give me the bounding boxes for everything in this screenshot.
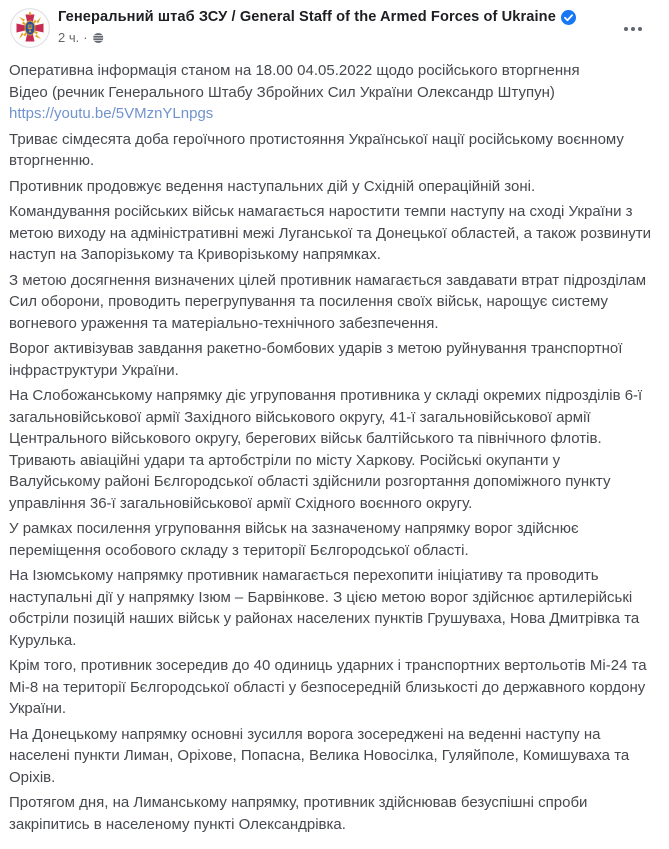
page-name-link[interactable]: Генеральний штаб ЗСУ / General Staff of the Armed Forces of Ukraine	[58, 9, 556, 25]
page-avatar[interactable]	[10, 8, 50, 48]
post-paragraph: У рамках посилення угруповання військ на зазначеному напрямку ворог здійснює переміщення особового складу з території Бєлгородської області.	[9, 520, 579, 559]
verified-badge-icon	[561, 10, 576, 25]
post-paragraph: На Ізюмському напрямку противник намагається перехопити ініціативу та проводить наступальні дії у напрямку Ізюм – Барвінкове. З цією метою ворог здійснює артилерійські обстріли позицій наших військ у районах населених пунктів Грушуваха, Нова Дмитрівка та Курулька.	[9, 567, 640, 649]
post-timestamp[interactable]: 2 ч.	[58, 30, 80, 45]
post-paragraph: Командування російських військ намагається наростити темпи наступу на сході України з метою виходу на адміністративні межі Луганської та Донецької областей, а також розвинути наступ на Запорізькому та Криворізькому напрямках.	[9, 203, 651, 263]
globe-icon	[92, 32, 104, 44]
post-paragraph: Противник продовжує ведення наступальних дій у Східній операційній зоні.	[9, 177, 536, 195]
intro-paragraph	[9, 60, 654, 125]
header-meta	[58, 8, 655, 46]
dot	[624, 27, 628, 31]
post-paragraph: На Слобожанському напрямку діє угруповання противника у складі окремих підрозділів 6-ї загальновійськової армії Західного військового округу, 41-ї загальновійськової армії Центрального військового округу, берегових військ балтійського та північного флотів. Тривають авіаційні удари та артобстріли по місту Харкову. Російські окупанти у Валуйському районі Бєлгородської області здійснили розгортання допоміжного пункту управління 36-ї загальновійськової армії Східного воєнного округу.	[9, 387, 643, 512]
dot	[638, 27, 642, 31]
separator-dot: ·	[83, 30, 88, 45]
intro-line-2: Відео (речник Генерального Штабу Збройних Сил України Олександр Штупун)	[9, 83, 555, 101]
general-staff-emblem-icon	[10, 8, 50, 48]
post-paragraph: Триває сімдесята доба героїчного протистояння Української нації російському воєнному вторгненню.	[9, 130, 624, 169]
dot	[631, 27, 635, 31]
post-options-button[interactable]	[617, 18, 649, 40]
post-header	[0, 6, 669, 54]
post-paragraph: Протягом дня, на Лиманському напрямку, противник здійснював безуспішні спроби закріпитись в населеному пункті Олександрівка.	[9, 794, 588, 833]
post-paragraph: З метою досягнення визначених цілей противник намагається завдавати втрат підрозділам Сил оборони, проводить перегрупування та посилення своїх військ, нарощує систему вогневого ураження та матеріально-технічного забезпечення.	[9, 271, 647, 332]
post-paragraph: Крім того, противник зосередив до 40 одиниць ударних і транспортних вертольотів Мі-24 та Мі-8 на території Бєлгородської області у безпосередній близькості до державного кордону України.	[9, 657, 647, 717]
intro-line-1: Оперативна інформація станом на 18.00 04.05.2022 щодо російського вторгнення	[9, 62, 580, 79]
post-text	[0, 54, 669, 849]
youtube-video-link[interactable]: https://youtu.be/5VMznYLnpgs	[9, 105, 214, 122]
post-paragraph: На Донецькому напрямку основні зусилля ворога зосереджені на веденні наступу на населені пункти Лиман, Оріхове, Попасна, Велика Новосілка, Гуляйполе, Комишуваха та Оріхів.	[9, 725, 630, 786]
post-paragraph: Ворог активізував завдання ракетно-бомбових ударів з метою руйнування транспортної інфраструктури України.	[9, 340, 623, 379]
